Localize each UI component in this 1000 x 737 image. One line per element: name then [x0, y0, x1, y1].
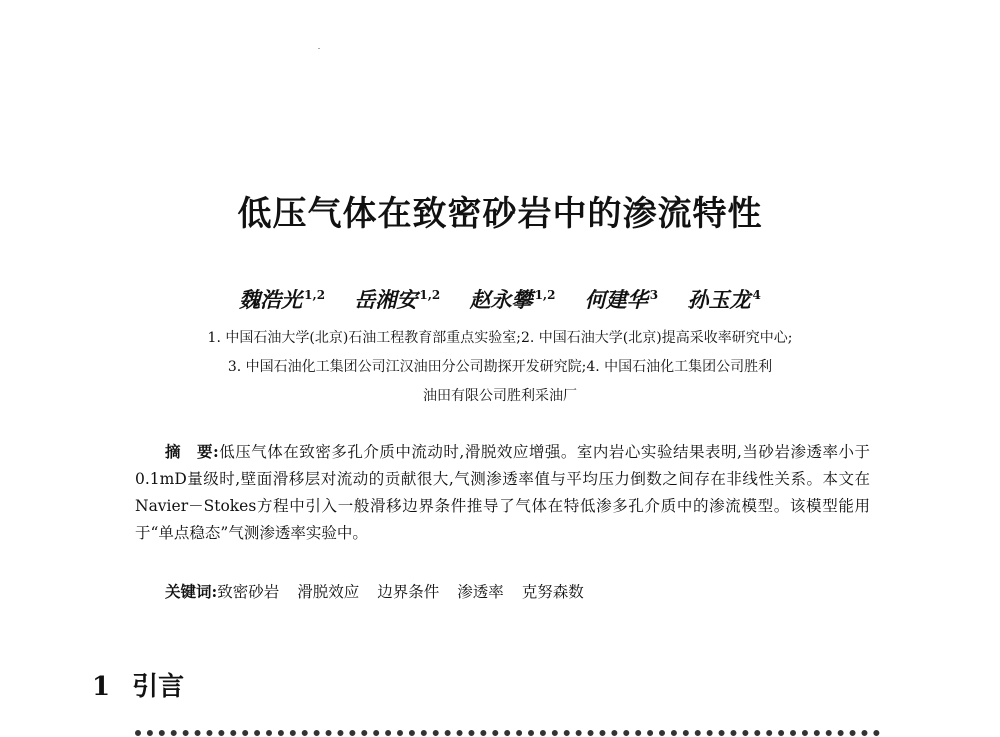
keyword: 渗透率	[457, 583, 504, 601]
author: 魏浩光 $^{1,2}$	[239, 287, 326, 312]
cut-off-text-line	[135, 730, 880, 737]
scan-speck	[318, 48, 320, 49]
keyword: 致密砂岩	[217, 583, 280, 601]
section-number: 1	[92, 672, 111, 702]
abstract-text: 低压气体在致密多孔介质中流动时,滑脱效应增强。室内岩心实验结果表明,当砂岩渗透率小于0.1mD量级时,壁面滑移层对流动的贡献很大,气测渗透率值与平均压力倒数之间存在非线性关系。本文在Navier－Stokes方程中引入一般滑移边界条件推导了气体在特低渗多孔介质中的渗流模型。该模型能用于“单点稳态”气测渗透率实验中。	[135, 443, 870, 542]
affiliation-line: 3. 中国石油化工集团公司江汉油田分公司勘探开发研究院;4. 中国石油化工集团公司胜利	[227, 359, 773, 375]
keyword: 滑脱效应	[297, 583, 360, 601]
section-title: 引言	[132, 672, 185, 702]
author: 何建华 $^3$	[584, 287, 659, 312]
author: 孙玉龙 $^4$	[687, 287, 761, 312]
keyword: 克努森数	[521, 583, 584, 601]
keywords-label: 关键词:	[165, 582, 218, 601]
author: 赵永攀 $^{1,2}$	[469, 287, 556, 312]
affiliation-line: 1. 中国石油大学(北京)石油工程教育部重点实验室;2. 中国石油大学(北京)提高采收率研究中心;	[207, 330, 793, 346]
keywords	[165, 580, 602, 602]
author: 岳湘安 $^{1,2}$	[354, 287, 441, 312]
abstract	[135, 438, 870, 547]
author-list	[0, 284, 1000, 314]
affiliation-line: 油田有限公司胜利采油厂	[423, 388, 577, 404]
section-heading	[92, 666, 184, 703]
abstract-label: 摘 要:	[165, 442, 219, 461]
paper-title: 低压气体在致密砂岩中的渗流特性	[237, 194, 763, 234]
keyword: 边界条件	[377, 583, 440, 601]
